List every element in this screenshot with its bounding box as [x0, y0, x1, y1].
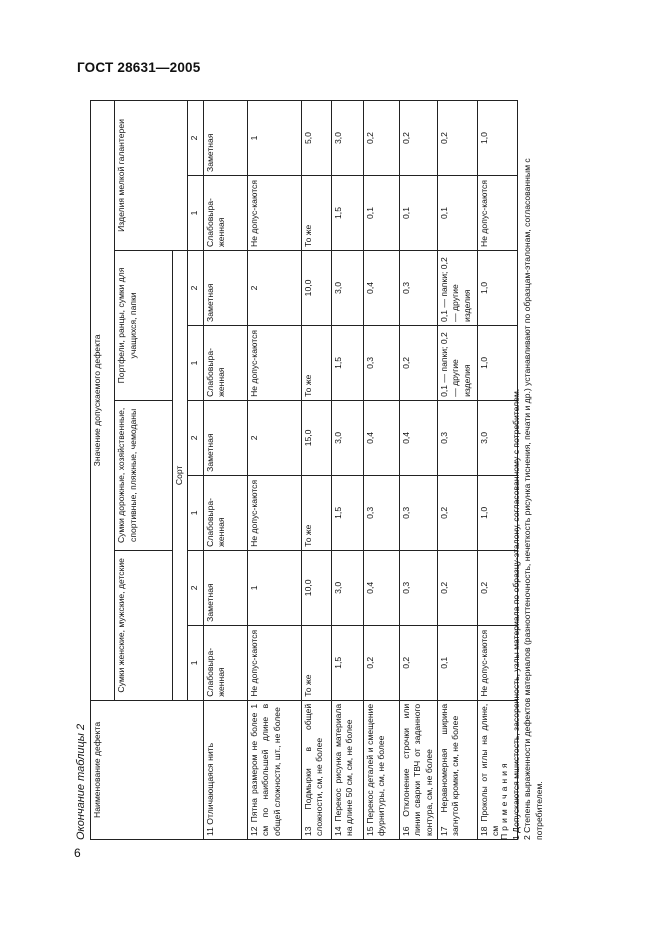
value-cell: 0,4: [399, 400, 437, 475]
name-column-header: Наименование дефекта: [91, 700, 204, 839]
value-cell: 1,0: [477, 475, 517, 550]
value-cell: 0,3: [437, 400, 477, 475]
value-cell: 10,0: [301, 250, 331, 325]
value-cell: 5,0: [301, 101, 331, 176]
value-cell: 1,0: [477, 101, 517, 176]
value-cell: Слабовыра-женная: [203, 625, 247, 700]
note-item: 2 Степень выраженности дефектов материалов (разнооттеночность, нечеткость рисунка тиснения, печати и др.) устанавливают по образцам-эталонам, согласованным с потребителем.: [522, 158, 544, 840]
value-cell: 0,4: [363, 550, 399, 625]
grade-header: 2: [187, 400, 203, 475]
table-row: [247, 101, 301, 840]
value-cell: 3,0: [331, 101, 363, 176]
value-cell: 3,0: [331, 250, 363, 325]
value-cell: 0,2: [399, 625, 437, 700]
defect-name-cell: 17 Неравномерная ширина загнутой кромки, см, не более: [437, 700, 477, 839]
value-cell: 0,4: [363, 400, 399, 475]
defect-name-cell: 18 Проколы от иглы на длине, см: [477, 700, 517, 839]
note-item: 1 Допускаются мшистость, засоренность, узлы материала по образцу-эталону, согласованному с потребителем.: [510, 388, 521, 840]
sort-header: Сорт: [173, 250, 188, 700]
table-row: [363, 101, 399, 840]
value-cell: 10,0: [301, 550, 331, 625]
value-cell: Не допус-каются: [247, 176, 301, 251]
notes: [499, 100, 545, 840]
value-cell: 0,2: [437, 475, 477, 550]
value-cell: 1: [247, 101, 301, 176]
table-row: [437, 101, 477, 840]
value-header: Значение допускаемого дефекта: [91, 101, 115, 701]
value-cell: То же: [301, 475, 331, 550]
value-cell: 1: [247, 550, 301, 625]
table-body: [203, 101, 517, 840]
value-cell: Не допус-каются: [247, 475, 301, 550]
value-cell: Слабовыра-женная: [203, 325, 247, 400]
value-cell: 2: [247, 400, 301, 475]
grade-header: 2: [187, 101, 203, 176]
value-cell: 15,0: [301, 400, 331, 475]
value-cell: Слабовыра-женная: [203, 176, 247, 251]
group-header: Изделия мелкой галантереи: [115, 101, 188, 251]
defect-name-cell: 16 Отклонение строчки или линии сварки ТВЧ от заданного контура, см, не более: [399, 700, 437, 839]
value-cell: 0,1 — папки; 0,2 — другие изделия: [437, 250, 477, 325]
value-cell: 0,2: [437, 101, 477, 176]
value-cell: 0,3: [363, 475, 399, 550]
value-cell: 1,5: [331, 325, 363, 400]
value-cell: 0,3: [399, 550, 437, 625]
grade-header: 2: [187, 250, 203, 325]
value-cell: То же: [301, 176, 331, 251]
value-cell: 0,2: [363, 625, 399, 700]
value-cell: 0,3: [399, 250, 437, 325]
value-cell: Заметная: [203, 101, 247, 176]
value-cell: То же: [301, 325, 331, 400]
value-cell: 0,4: [363, 250, 399, 325]
page-header-title: ГОСТ 28631—2005: [77, 60, 201, 75]
value-cell: Не допус-каются: [477, 176, 517, 251]
value-cell: 0,1: [437, 176, 477, 251]
value-cell: 0,3: [363, 325, 399, 400]
value-cell: Заметная: [203, 400, 247, 475]
group-header: Портфели, ранцы, сумки для учащихся, папки: [115, 250, 173, 400]
rotated-table-block: [75, 100, 570, 840]
value-cell: То же: [301, 625, 331, 700]
value-cell: 0,1 — папки; 0,2 — другие изделия: [437, 325, 477, 400]
defects-table: [90, 100, 518, 840]
value-cell: 1,5: [331, 625, 363, 700]
value-cell: 1,5: [331, 176, 363, 251]
group-header: Сумки дорожные, хозяйственные, спортивные, пляжные, чемоданы: [115, 400, 173, 550]
defect-name-cell: 12 Пятна размером не более 1 см по наибольшей длине в общей сложности, шт., не более: [247, 700, 301, 839]
value-cell: 1,0: [477, 325, 517, 400]
value-cell: 3,0: [331, 550, 363, 625]
table-row: [203, 101, 247, 840]
grade-header: 2: [187, 550, 203, 625]
value-cell: 0,2: [399, 101, 437, 176]
value-cell: 0,2: [437, 550, 477, 625]
grade-header: 1: [187, 475, 203, 550]
value-cell: 0,2: [477, 550, 517, 625]
group-header: Сумки женские, мужские, детские: [115, 550, 173, 700]
value-cell: Не допус-каются: [247, 625, 301, 700]
grade-header: 1: [187, 625, 203, 700]
defect-name-cell: 11 Отличающаяся нить: [203, 700, 247, 839]
value-cell: Не допус-каются: [477, 625, 517, 700]
value-cell: Заметная: [203, 550, 247, 625]
value-cell: 0,2: [399, 325, 437, 400]
table-row: [399, 101, 437, 840]
notes-heading: Примечания: [499, 760, 509, 840]
value-cell: 0,2: [363, 101, 399, 176]
grade-header: 1: [187, 176, 203, 251]
value-cell: Не допус-каются: [247, 325, 301, 400]
grade-header: 1: [187, 325, 203, 400]
value-cell: 3,0: [477, 400, 517, 475]
defect-name-cell: 15 Перекос деталей и смещение фурнитуры, см, не более: [363, 700, 399, 839]
table-caption: Окончание таблицы 2: [75, 723, 87, 840]
page-number: 6: [74, 846, 81, 860]
defect-name-cell: 13 Подмырки в общей сложности, см, не более: [301, 700, 331, 839]
value-cell: 1,5: [331, 475, 363, 550]
value-cell: 0,1: [437, 625, 477, 700]
value-cell: Заметная: [203, 250, 247, 325]
value-cell: 1,0: [477, 250, 517, 325]
table-row: [301, 101, 331, 840]
value-cell: Слабовыра-женная: [203, 475, 247, 550]
value-cell: 2: [247, 250, 301, 325]
value-cell: 0,1: [399, 176, 437, 251]
defect-name-cell: 14 Перекос рисунка материала на длине 50 см, см, не более: [331, 700, 363, 839]
table-row: [331, 101, 363, 840]
value-cell: 0,1: [363, 176, 399, 251]
value-cell: 0,3: [399, 475, 437, 550]
value-cell: 3,0: [331, 400, 363, 475]
